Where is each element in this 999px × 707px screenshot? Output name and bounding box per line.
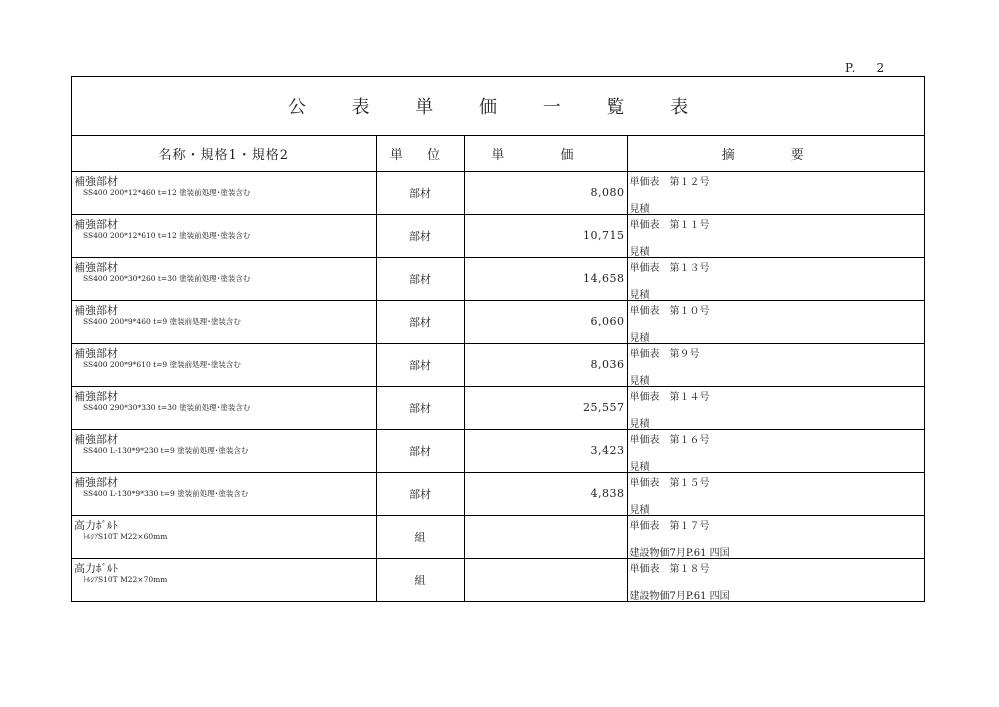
item-spec: SS400 200*9*610 t=9 塗装前処理･塗装含む xyxy=(83,360,241,369)
item-spec: ﾄﾙｼｱS10T M22×70mm xyxy=(83,575,168,584)
remark-source: 見積 xyxy=(629,505,650,516)
remark-source: 建設物価7月P.61 四国 xyxy=(629,591,730,602)
item-name: 補強部材 xyxy=(74,433,118,446)
remark-reference: 単価表 第９号 xyxy=(629,349,700,360)
remark-source: 見積 xyxy=(629,290,650,301)
item-spec: ﾄﾙｼｱS10T M22×60mm xyxy=(83,532,168,541)
price-value: 8,036 xyxy=(590,358,625,371)
price-cell xyxy=(464,215,627,258)
price-list-sheet xyxy=(71,76,925,602)
remark-source: 見積 xyxy=(629,204,650,215)
table-row xyxy=(72,301,924,344)
remarks-cell xyxy=(627,387,924,430)
unit-cell: 部材 xyxy=(376,344,464,387)
remark-reference: 単価表 第１２号 xyxy=(629,177,710,188)
table-row xyxy=(72,516,924,559)
unit-cell: 部材 xyxy=(376,172,464,215)
item-name: 補強部材 xyxy=(74,218,118,231)
header-name: 名称・規格1・規格2 xyxy=(72,136,376,172)
table-row xyxy=(72,258,924,301)
price-value: 14,658 xyxy=(583,272,625,285)
price-value: 8,080 xyxy=(590,186,625,199)
table-row xyxy=(72,559,924,602)
name-cell xyxy=(72,387,376,430)
remarks-cell xyxy=(627,473,924,516)
item-name: 補強部材 xyxy=(74,261,118,274)
remarks-cell xyxy=(627,258,924,301)
price-cell xyxy=(464,430,627,473)
remark-source: 見積 xyxy=(629,376,650,387)
item-spec: SS400 290*30*330 t=30 塗装前処理･塗装含む xyxy=(83,403,251,412)
remarks-cell xyxy=(627,215,924,258)
name-cell xyxy=(72,344,376,387)
remarks-cell xyxy=(627,172,924,215)
remark-source: 見積 xyxy=(629,333,650,344)
item-name: 補強部材 xyxy=(74,476,118,489)
table-row xyxy=(72,387,924,430)
page-label: P. xyxy=(845,61,857,75)
table-row xyxy=(72,172,924,215)
header-remarks: 摘 要 xyxy=(627,136,924,172)
remark-reference: 単価表 第１０号 xyxy=(629,306,710,317)
name-cell xyxy=(72,301,376,344)
price-cell xyxy=(464,258,627,301)
remark-source: 見積 xyxy=(629,462,650,473)
page-number-value: 2 xyxy=(876,61,886,75)
item-name: 補強部材 xyxy=(74,390,118,403)
remark-reference: 単価表 第１７号 xyxy=(629,521,710,532)
item-spec: SS400 L-130*9*330 t=9 塗装前処理･塗装含む xyxy=(83,489,249,498)
price-cell xyxy=(464,387,627,430)
item-name: 高力ﾎﾞﾙﾄ xyxy=(74,562,118,575)
name-cell xyxy=(72,215,376,258)
price-value: 3,423 xyxy=(590,444,625,457)
price-cell xyxy=(464,172,627,215)
sheet-title: 公 表 単 価 一 覧 表 xyxy=(72,77,924,136)
item-spec: SS400 200*12*610 t=12 塗装前処理･塗装含む xyxy=(83,231,251,240)
page-number xyxy=(845,61,885,75)
item-name: 補強部材 xyxy=(74,304,118,317)
name-cell xyxy=(72,258,376,301)
price-value: 10,715 xyxy=(583,229,625,242)
remarks-cell xyxy=(627,344,924,387)
remark-reference: 単価表 第１１号 xyxy=(629,220,710,231)
table-row xyxy=(72,215,924,258)
item-name: 補強部材 xyxy=(74,347,118,360)
remark-source: 建設物価7月P.61 四国 xyxy=(629,548,730,559)
price-table xyxy=(72,136,924,601)
item-spec: SS400 200*12*460 t=12 塗装前処理･塗装含む xyxy=(83,188,251,197)
remark-source: 見積 xyxy=(629,247,650,258)
name-cell xyxy=(72,559,376,602)
remarks-cell xyxy=(627,301,924,344)
price-cell xyxy=(464,301,627,344)
header-price: 単 価 xyxy=(464,136,627,172)
unit-cell: 部材 xyxy=(376,473,464,516)
remark-reference: 単価表 第１４号 xyxy=(629,392,710,403)
price-value: 25,557 xyxy=(583,401,625,414)
item-name: 補強部材 xyxy=(74,175,118,188)
name-cell xyxy=(72,473,376,516)
table-row xyxy=(72,473,924,516)
unit-cell: 組 xyxy=(376,559,464,602)
remark-source: 見積 xyxy=(629,419,650,430)
price-cell xyxy=(464,473,627,516)
price-cell xyxy=(464,559,627,602)
price-value: 6,060 xyxy=(590,315,625,328)
unit-cell: 組 xyxy=(376,516,464,559)
item-spec: SS400 200*30*260 t=30 塗装前処理･塗装含む xyxy=(83,274,251,283)
unit-cell: 部材 xyxy=(376,258,464,301)
remark-reference: 単価表 第１５号 xyxy=(629,478,710,489)
remarks-cell xyxy=(627,559,924,602)
item-spec: SS400 200*9*460 t=9 塗装前処理･塗装含む xyxy=(83,317,241,326)
item-name: 高力ﾎﾞﾙﾄ xyxy=(74,519,118,532)
table-row xyxy=(72,430,924,473)
price-cell xyxy=(464,516,627,559)
table-header-row xyxy=(72,136,924,172)
name-cell xyxy=(72,516,376,559)
unit-cell: 部材 xyxy=(376,387,464,430)
remark-reference: 単価表 第１８号 xyxy=(629,564,710,575)
table-row xyxy=(72,344,924,387)
name-cell xyxy=(72,430,376,473)
price-cell xyxy=(464,344,627,387)
price-value: 4,838 xyxy=(590,487,625,500)
remarks-cell xyxy=(627,516,924,559)
remarks-cell xyxy=(627,430,924,473)
unit-cell: 部材 xyxy=(376,301,464,344)
header-unit: 単 位 xyxy=(376,136,464,172)
name-cell xyxy=(72,172,376,215)
unit-cell: 部材 xyxy=(376,430,464,473)
remark-reference: 単価表 第１３号 xyxy=(629,263,710,274)
unit-cell: 部材 xyxy=(376,215,464,258)
remark-reference: 単価表 第１６号 xyxy=(629,435,710,446)
item-spec: SS400 L-130*9*230 t=9 塗装前処理･塗装含む xyxy=(83,446,249,455)
